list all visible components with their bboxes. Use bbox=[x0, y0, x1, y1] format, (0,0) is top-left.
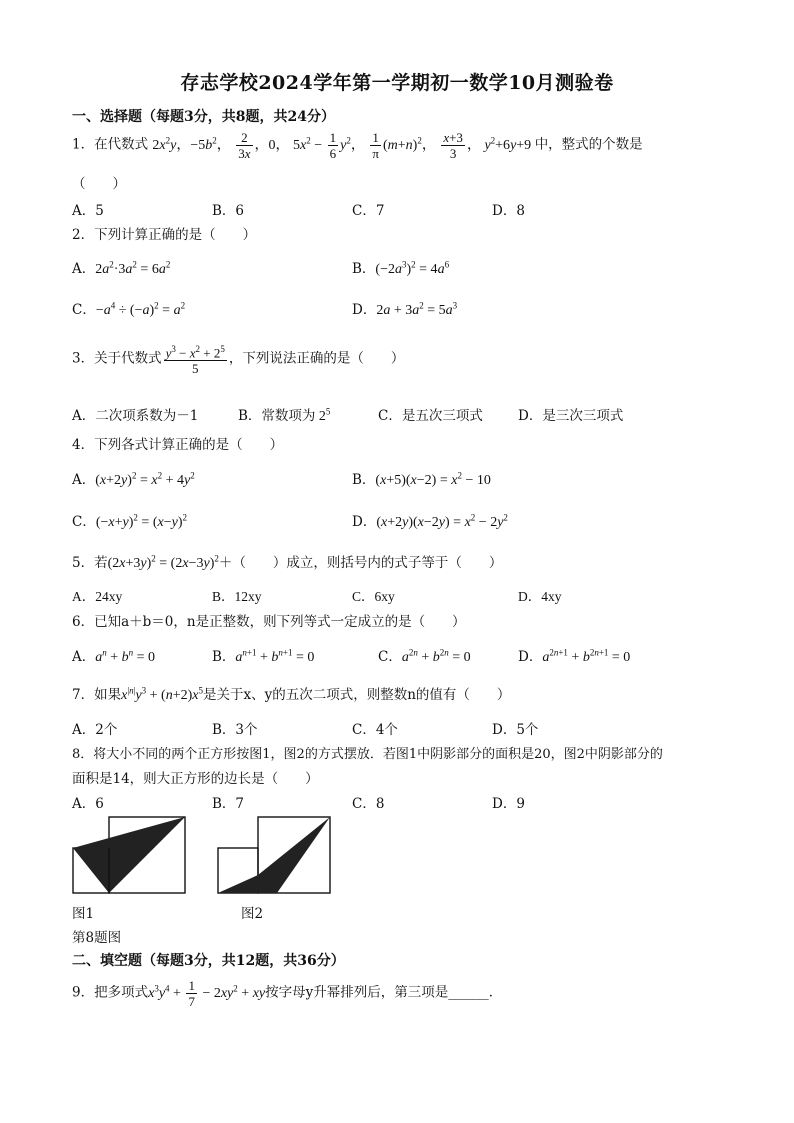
q1-option-c: C．7 bbox=[352, 203, 385, 219]
q6-option-c: C．$a^{2n} + b^{2n} = 0$ bbox=[378, 647, 471, 665]
q1-option-b: B．6 bbox=[212, 203, 245, 219]
q9-answer-blank[interactable]: ______． bbox=[448, 984, 503, 1001]
figure-2-squares bbox=[217, 815, 332, 895]
q3-option-d: D．是三次三项式 bbox=[518, 408, 624, 424]
question-8-line-1: 8．将大小不同的两个正方形按图1，图2的方式摆放．若图1中阴影部分的面积是20，图2中阴影部分的 bbox=[72, 747, 663, 762]
section-heading-choice: 一、选择题（每题3分，共8题，共24分） bbox=[72, 109, 335, 125]
q7-option-a: A．2个 bbox=[72, 722, 118, 738]
q5-option-b: B．12xy bbox=[212, 589, 262, 604]
figure-caption: 第8题图 bbox=[72, 930, 122, 946]
q6-option-a: A．$a^n + b^n = 0$ bbox=[72, 647, 156, 665]
q7-option-d: D．5个 bbox=[492, 722, 539, 738]
q1-expressions: $2x^2y$，$-5b^2$， $\frac{2}{3x}$ ，0， $5x^2$ − $\frac{1}{6}$ $y^2$， $\frac{1}{\pi}$ $(m+n)^2$， $\frac{x+3}{3}$ ， $y^2+6y+9$ bbox=[152, 130, 535, 161]
question-9: 9．把多项式$x^3y^4$ + $\frac{1}{7}$ − $2xy^2$ + xy按字母y升幂排列后，第三项是______． bbox=[72, 978, 503, 1009]
q4-option-d: D．$(x+2y)(x-2y) = x^2 - 2y^2$ bbox=[352, 512, 508, 530]
q3-option-c: C．是五次三项式 bbox=[378, 408, 483, 424]
q1-prefix: 1．在代数式 bbox=[72, 136, 149, 153]
q3-option-a: A．二次项系数为－1 bbox=[72, 408, 199, 424]
q1-answer-paren: （ ） bbox=[72, 176, 126, 192]
q7-option-c: C．4个 bbox=[352, 722, 398, 738]
q6-option-b: B．$a^{n+1} + b^{n+1} = 0$ bbox=[212, 647, 315, 665]
q7-option-b: B．3个 bbox=[212, 722, 258, 738]
question-5: 5．若$(2x+3y)^2 = (2x-3y)^2+$（ ）成立，则括号内的式子等于（ ） bbox=[72, 553, 503, 571]
q3-option-b: B．常数项为 $2^5$ bbox=[238, 406, 331, 424]
question-8-line-2: 面积是14，则大正方形的边长是（ ） bbox=[72, 771, 319, 787]
q5-option-c: C．6xy bbox=[352, 589, 395, 604]
q8-option-c: C．8 bbox=[352, 796, 385, 812]
figure-1-label: 图1 bbox=[72, 906, 95, 922]
q2-option-c: C．$-a^4 \div (-a)^2 = a^2$ bbox=[72, 300, 186, 318]
question-3: 3．关于代数式 $\frac{y^3 - x^2 + 2^5}{5}$ ，下列说法正确的是（ ） bbox=[72, 344, 405, 377]
q6-option-d: D．$a^{2n+1} + b^{2n+1} = 0$ bbox=[518, 647, 631, 665]
question-1 bbox=[72, 130, 643, 161]
figure-1-squares bbox=[72, 815, 187, 895]
q4-option-c: C．$(-x+y)^2 = (x-y)^2$ bbox=[72, 512, 187, 530]
q4-option-b: B．$(x+5)(x-2) = x^2 - 10$ bbox=[352, 470, 491, 488]
q1-suffix: 中，整式的个数是 bbox=[534, 136, 643, 153]
q2-option-a: A．$2a^2\cdot 3a^2 = 6a^2$ bbox=[72, 259, 171, 277]
q5-option-d: D．4xy bbox=[518, 589, 562, 604]
question-2: 2．下列计算正确的是（ ） bbox=[72, 227, 257, 243]
q8-option-a: A．6 bbox=[72, 796, 104, 812]
q2-option-d: D．$2a + 3a^2 = 5a^3$ bbox=[352, 300, 458, 318]
q1-option-d: D．8 bbox=[492, 203, 525, 219]
section-heading-fill: 二、填空题（每题3分，共12题，共36分） bbox=[72, 953, 345, 969]
q8-option-d: D．9 bbox=[492, 796, 525, 812]
q1-option-a: A．5 bbox=[72, 203, 104, 219]
q8-option-b: B．7 bbox=[212, 796, 245, 812]
question-6: 6．已知a＋b＝0，n是正整数，则下列等式一定成立的是（ ） bbox=[72, 614, 466, 630]
q2-option-b: B．$(-2a^3)^2 = 4a^6$ bbox=[352, 259, 450, 277]
question-7: 7．如果$x^{|n|}y^3 + (n+2)x^5$是关于x、y的五次二项式，则整数n的值有（ ） bbox=[72, 685, 511, 703]
figure-2-label: 图2 bbox=[241, 906, 264, 922]
question-4: 4．下列各式计算正确的是（ ） bbox=[72, 437, 284, 453]
q4-option-a: A．$(x+2y)^2 = x^2 + 4y^2$ bbox=[72, 470, 195, 488]
page-title: 存志学校2024学年第一学期初一数学10月测验卷 bbox=[180, 72, 614, 94]
q5-option-a: A．24xy bbox=[72, 589, 123, 604]
